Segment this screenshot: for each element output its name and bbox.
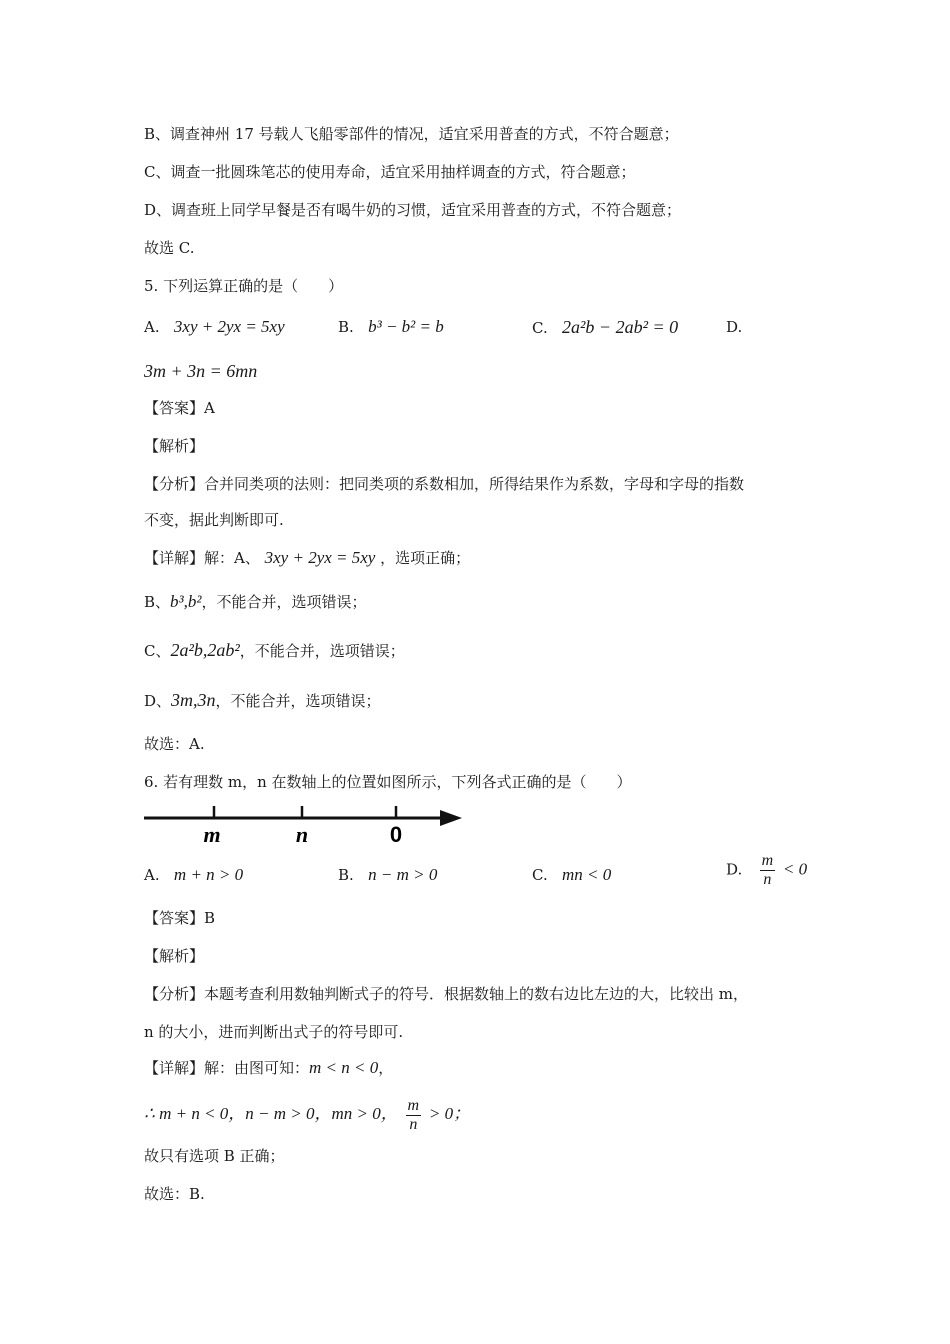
line-choose-c: 故选 C. xyxy=(144,239,195,257)
line-d-survey: D、调查班上同学早餐是否有喝牛奶的习惯，适宜采用普查的方式，不符合题意； xyxy=(144,201,682,219)
option-expr: n − m > 0 xyxy=(368,865,438,884)
option-expr: m + n > 0 xyxy=(173,865,244,884)
option-label: C. xyxy=(532,319,548,337)
arrow-icon xyxy=(440,810,462,826)
detail-expr: b³,b² xyxy=(170,592,202,611)
detail-prefix: C、 xyxy=(144,642,171,660)
q5-analysis-1: 【分析】合并同类项的法则：把同类项的系数相加，所得结果作为系数，字母和字母的指数 xyxy=(144,475,745,493)
q6-option-b xyxy=(338,864,437,886)
q5-option-c xyxy=(532,316,678,339)
option-label: A. xyxy=(144,318,160,336)
detail-expr: 2a²b,2ab² xyxy=(170,640,240,660)
detail-prefix: 【详解】解：A、 xyxy=(144,549,260,567)
q5-detail-d xyxy=(144,690,381,711)
option-label: B. xyxy=(338,866,354,884)
q5-detail-b xyxy=(144,592,367,612)
q5-detail-a xyxy=(144,548,470,568)
detail-suffix: ，不能合并，选项错误； xyxy=(239,642,405,660)
option-expr: 3xy + 2yx = 5xy xyxy=(173,317,285,336)
q5-option-d-label: D. xyxy=(726,318,743,336)
q6-option-c xyxy=(532,864,611,886)
fraction-denominator: n xyxy=(763,871,772,888)
detail-prefix: D、 xyxy=(144,692,172,710)
detail-expr: 3m,3n xyxy=(171,690,216,710)
option-expr: < 0 xyxy=(782,859,808,879)
line-b-survey: B、调查神州 17 号载人飞船零部件的情况，适宜采用普查的方式，不符合题意； xyxy=(144,125,679,143)
detail-prefix: 【详解】解：由图可知： xyxy=(144,1059,310,1077)
line-c-survey: C、调查一批圆珠笔芯的使用寿命，适宜采用抽样调查的方式，符合题意； xyxy=(144,163,636,181)
q6-analysis-2: n 的大小，进而判断出式子的符号即可. xyxy=(144,1023,404,1041)
option-expr: 3m + 3n = 6mn xyxy=(144,361,258,381)
detail-suffix: ， xyxy=(378,1059,394,1077)
detail-expr: 3xy + 2yx = 5xy xyxy=(264,548,376,567)
q5-jiexi: 【解析】 xyxy=(144,437,205,455)
number-line-figure xyxy=(140,800,470,850)
option-label: A. xyxy=(144,866,160,884)
label-n: n xyxy=(295,822,309,847)
fraction xyxy=(406,1097,422,1134)
q6-choose: 故选：B. xyxy=(144,1185,205,1203)
q6-analysis-1: 【分析】本题考查利用数轴判断式子的符号．根据数轴上的数右边比左边的大，比较出 m， xyxy=(144,985,748,1003)
fraction-numerator: m xyxy=(407,1096,420,1114)
label-zero: 0 xyxy=(389,822,403,847)
option-expr: mn < 0 xyxy=(562,865,612,884)
question-6: 6. 若有理数 m，n 在数轴上的位置如图所示，下列各式正确的是（ ） xyxy=(144,773,632,791)
q5-analysis-2: 不变，据此判断即可. xyxy=(144,511,284,529)
q5-option-a xyxy=(144,316,285,338)
question-5: 5. 下列运算正确的是（ ） xyxy=(144,277,344,295)
q5-option-b xyxy=(338,316,444,338)
q5-answer: 【答案】A xyxy=(144,399,215,417)
label-m: m xyxy=(203,822,221,847)
option-label: B. xyxy=(338,318,354,336)
q6-detail xyxy=(144,1058,393,1078)
detail-expr: m < n < 0 xyxy=(309,1058,379,1077)
q6-therefore xyxy=(144,1094,470,1134)
option-expr: 2a²b − 2ab² = 0 xyxy=(562,317,679,337)
q5-option-d-expr xyxy=(144,360,257,383)
therefore-expr: ∴ m + n < 0，n − m > 0，mn > 0， xyxy=(144,1104,398,1123)
q6-only-b: 故只有选项 B 正确； xyxy=(144,1147,285,1165)
therefore-rest: > 0； xyxy=(428,1104,471,1123)
fraction-numerator: m xyxy=(761,852,774,869)
q6-answer: 【答案】B xyxy=(144,909,216,927)
q5-detail-c xyxy=(144,640,405,661)
q6-option-a xyxy=(144,864,243,886)
detail-prefix: B、 xyxy=(144,593,171,611)
option-label: C. xyxy=(532,866,548,884)
q6-jiexi: 【解析】 xyxy=(144,947,205,965)
detail-suffix: ，不能合并，选项错误； xyxy=(215,692,381,710)
q6-option-d xyxy=(726,852,807,889)
q5-choose: 故选：A. xyxy=(144,735,205,753)
option-expr: b³ − b² = b xyxy=(368,317,444,336)
fraction xyxy=(760,852,776,889)
detail-suffix: ，选项正确； xyxy=(380,549,471,567)
fraction-denominator: n xyxy=(409,1115,418,1133)
option-label: D. xyxy=(726,860,743,879)
detail-suffix: ，不能合并，选项错误； xyxy=(201,593,367,611)
